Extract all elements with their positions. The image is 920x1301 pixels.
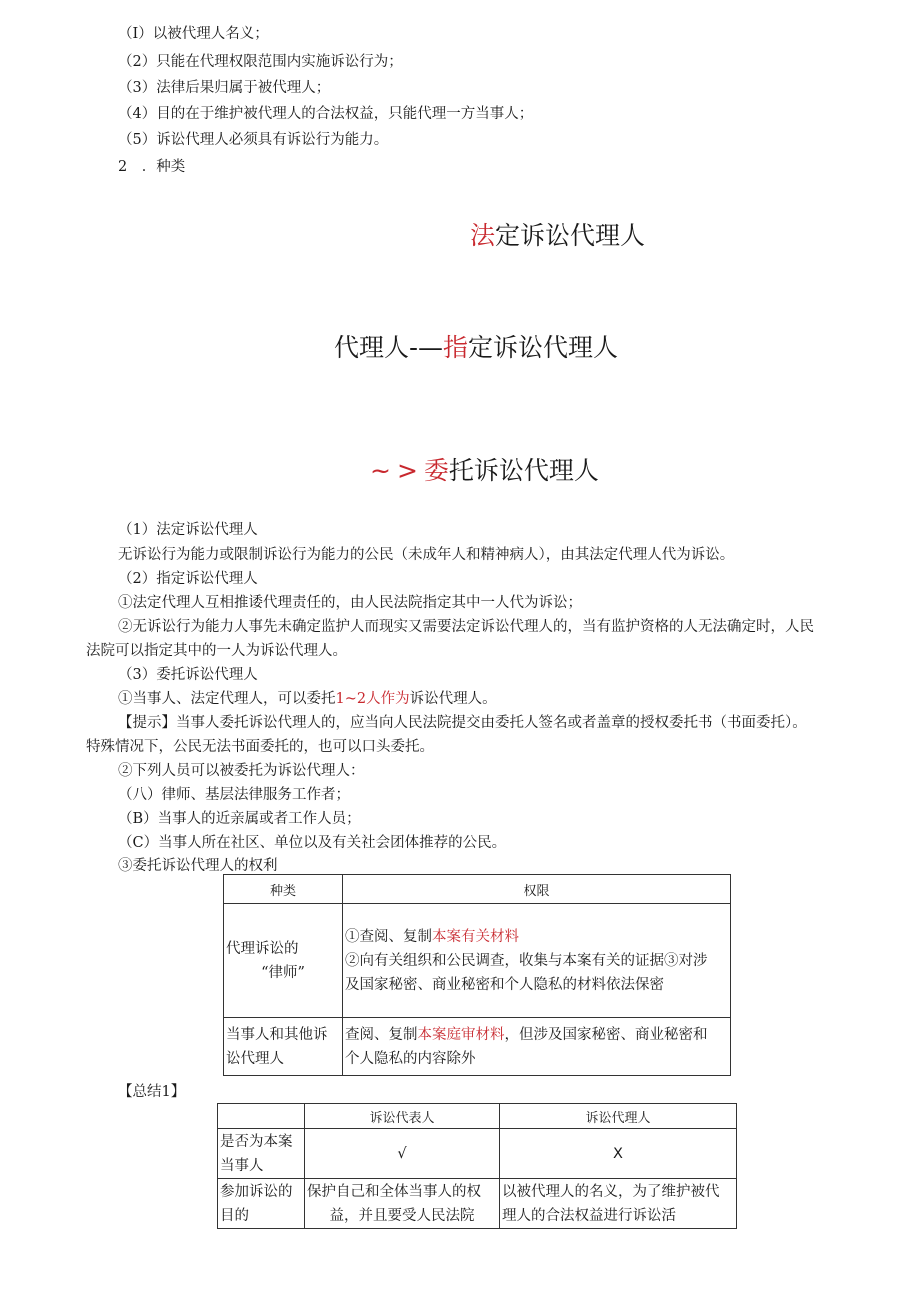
diagram-prefix: ~>	[370, 456, 424, 485]
table-header-representative: 诉讼代表人	[305, 1104, 500, 1129]
table-cell-agent: X	[500, 1129, 737, 1179]
list-item: （八）律师、基层法律服务工作者；	[118, 787, 350, 803]
tip-paragraph: 【提示】当事人委托诉讼代理人的，应当向人民法院提交由委托人签名或者盖章的授权委托书（书面委托）。	[118, 715, 807, 731]
cell-line: 当事人和其他诉	[226, 1026, 328, 1043]
subheading-entrusted: （3）委托诉讼代理人	[118, 667, 258, 683]
paragraph: ②下列人员可以被委托为诉讼代理人：	[118, 763, 365, 779]
comparison-table	[217, 1103, 737, 1229]
feature-item: （4）目的在于维护被代理人的合法权益，只能代理一方当事人；	[118, 106, 534, 122]
diagram-text: 定诉讼代理人	[468, 333, 619, 362]
table-header-blank	[218, 1104, 305, 1129]
highlight-text: 本案有关材料	[432, 928, 519, 945]
highlight-text: 1~2人作为	[335, 691, 410, 707]
diagram-statutory-agent	[470, 220, 645, 252]
text: ①查阅、复制	[345, 928, 432, 945]
highlight-text: 本案庭审材料	[417, 1026, 505, 1043]
cell-line: 益，并且要受人民法院	[329, 1207, 475, 1224]
table-cell-representative	[305, 1179, 500, 1229]
text: 诉讼代理人。	[409, 691, 497, 707]
cell-line: “律师”	[261, 964, 305, 981]
table-cell-representative: √	[305, 1129, 500, 1179]
section-heading-types: 2 ．种类	[118, 159, 186, 175]
cell-line	[345, 1023, 728, 1047]
cell-line: 个人隐私的内容除外	[345, 1050, 476, 1067]
diagram-accent: 委	[423, 456, 449, 485]
feature-item: （2）只能在代理权限范围内实施诉讼行为；	[118, 54, 403, 70]
cell-line: 保护自己和全体当事人的权	[307, 1183, 481, 1200]
cell-line: 理人的合法权益进行诉讼活	[502, 1207, 676, 1224]
cell-line: ②向有关组织和公民调查，收集与本案有关的证据③对涉	[345, 952, 708, 969]
table-row-label	[218, 1129, 305, 1179]
table-header-agent: 诉讼代理人	[500, 1104, 737, 1129]
subheading-appointed: （2）指定诉讼代理人	[118, 571, 258, 587]
feature-item: （5）诉讼代理人必须具有诉讼行为能力。	[118, 132, 389, 148]
cell-line	[345, 925, 728, 949]
paragraph: ②无诉讼行为能力人事先未确定监护人而现实又需要法定诉讼代理人的，当有监护资格的人无法确定时，人民	[118, 619, 814, 635]
cell-line: 以被代理人的名义，为了维护被代	[502, 1183, 720, 1200]
diagram-text: 定诉讼代理人	[495, 221, 646, 250]
cell-line: 参加诉讼的	[220, 1183, 293, 1200]
feature-item: （3）法律后果归属于被代理人；	[118, 80, 331, 96]
rights-table	[223, 874, 731, 1076]
paragraph	[118, 689, 497, 709]
table-cell-type	[224, 1018, 343, 1076]
text: ，但涉及国家秘密、商业秘密和	[504, 1026, 708, 1043]
table-cell-agent	[500, 1179, 737, 1229]
cell-line: 及国家秘密、商业秘密和个人隐私的材料依法保密	[345, 976, 664, 993]
table-header-type: 种类	[224, 875, 343, 904]
table-cell-rights	[343, 904, 731, 1018]
subheading-statutory: （1）法定诉讼代理人	[118, 522, 258, 538]
list-item: （B）当事人的近亲属或者工作人员；	[118, 811, 361, 827]
paragraph-continuation: 特殊情况下，公民无法书面委托的，也可以口头委托。	[86, 739, 434, 755]
feature-item: （I）以被代理人名义；	[118, 26, 269, 42]
diagram-accent: 法	[470, 221, 496, 250]
table-cell-type	[224, 904, 343, 1018]
table-cell-rights	[343, 1018, 731, 1076]
paragraph-continuation: 法院可以指定其中的一人为诉讼代理人。	[86, 643, 347, 659]
paragraph: ①法定代理人互相推诿代理责任的，由人民法院指定其中一人代为诉讼；	[118, 595, 582, 611]
cell-line: 是否为本案	[220, 1133, 293, 1150]
text: 查阅、复制	[345, 1026, 418, 1043]
table-row-label	[218, 1179, 305, 1229]
diagram-appointed-agent	[334, 332, 618, 364]
diagram-text: 托诉讼代理人	[448, 456, 599, 485]
cell-line: 目的	[220, 1207, 249, 1224]
diagram-accent: 指	[443, 333, 469, 362]
cell-line: 代理诉讼的	[226, 940, 299, 957]
paragraph: 无诉讼行为能力或限制诉讼行为能力的公民（未成年人和精神病人），由其法定代理人代为诉讼。	[118, 547, 735, 563]
list-item: （C）当事人所在社区、单位以及有关社会团体推荐的公民。	[118, 835, 507, 851]
diagram-entrusted-agent	[370, 455, 599, 487]
diagram-prefix: 代理人-—	[334, 333, 444, 362]
cell-line: 当事人	[220, 1157, 264, 1174]
text: ①当事人、法定代理人，可以委托	[118, 691, 336, 707]
cell-line: 讼代理人	[226, 1050, 284, 1067]
paragraph: ③委托诉讼代理人的权利	[118, 858, 278, 874]
summary-label: 【总结1】	[118, 1084, 186, 1100]
table-header-rights: 权限	[343, 875, 731, 904]
